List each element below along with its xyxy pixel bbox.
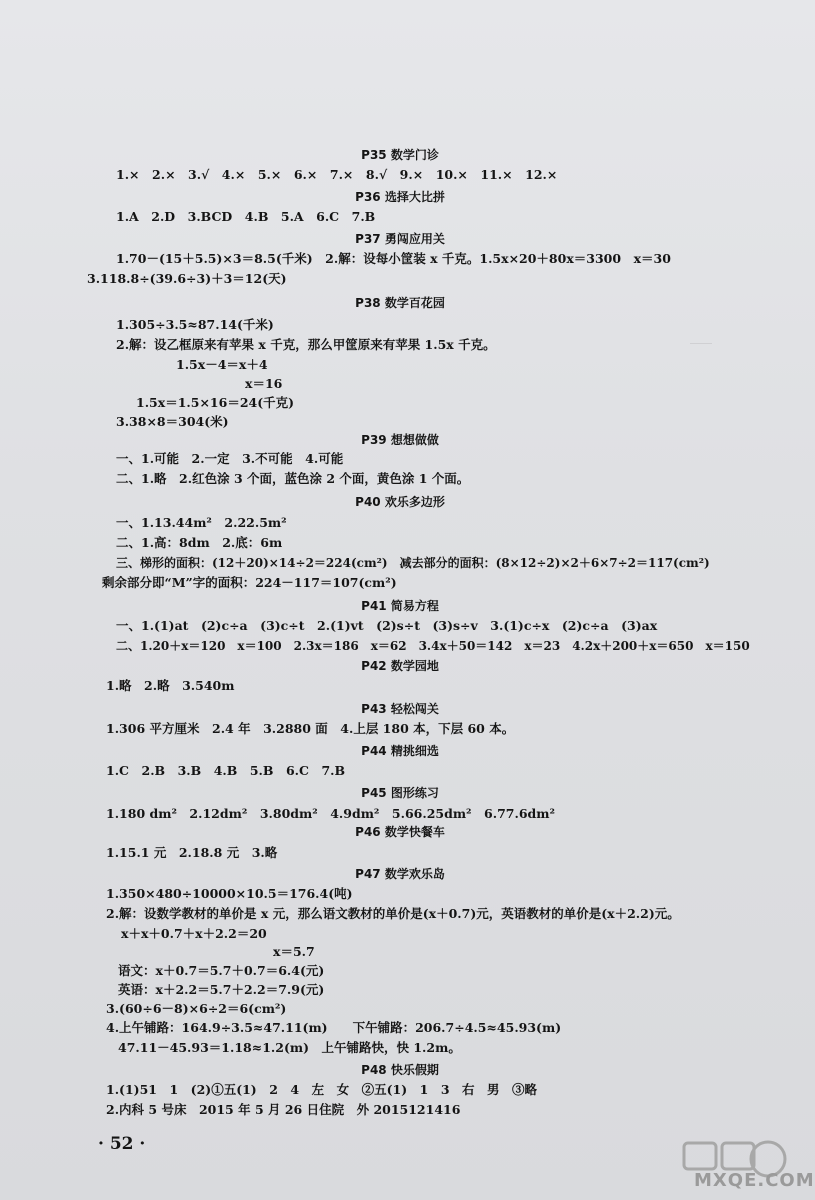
answer-line: 1.305÷3.5≈87.14(千米): [116, 317, 274, 332]
bleed-through-text: ＿＿: [690, 332, 712, 345]
answer-line: 1.C 2.B 3.B 4.B 5.B 6.C 7.B: [106, 763, 346, 778]
answer-line: 2.内科 5 号床 2015 年 5 月 26 日住院 外 2015121416: [106, 1102, 461, 1117]
answer-line: 1.A 2.D 3.BCD 4.B 5.A 6.C 7.B: [116, 209, 376, 224]
section-heading-p39: P39 想想做做: [361, 433, 439, 447]
answer-line: 1.略 2.略 3.540m: [106, 678, 235, 693]
answer-line: 3.(60÷6－8)×6÷2＝6(cm²): [106, 1001, 287, 1016]
section-heading-p35: P35 数学门诊: [361, 148, 439, 162]
answer-line: 3.38×8＝304(米): [116, 414, 229, 429]
answer-line: x＋x＋0.7＋x＋2.2＝20: [121, 926, 267, 941]
answer-line: 剩余部分即“M”字的面积：224－117＝107(cm²): [102, 575, 397, 590]
answer-line: 3.118.8÷(39.6÷3)＋3＝12(天): [87, 271, 287, 286]
answer-line: x＝16: [245, 376, 283, 391]
page-number: · 52 ·: [98, 1134, 146, 1154]
answer-line: 1.(1)51 1 (2)①五(1) 2 4 左 女 ②五(1) 1 3 右 男 ③略: [106, 1082, 538, 1097]
answer-line: 一、1.(1)at (2)c÷a (3)c÷t 2.(1)vt (2)s÷t (3)s÷v 3.(1)c÷x (2)c÷a (3)ax: [116, 618, 658, 633]
answer-line: 三、梯形的面积：(12＋20)×14÷2＝224(cm²) 减去部分的面积：(8×12÷2)×2＋6×7÷2＝117(cm²): [116, 556, 710, 570]
section-heading-p42: P42 数学园地: [361, 659, 439, 673]
section-heading-p47: P47 数学欢乐岛: [355, 867, 445, 881]
answer-line: 英语：x＋2.2＝5.7＋2.2＝7.9(元): [118, 982, 325, 997]
answer-line: 2.解：设数学教材的单价是 x 元，那么语文教材的单价是(x＋0.7)元，英语教材的单价是(x＋2.2)元。: [106, 906, 680, 921]
answer-line: 语文：x＋0.7＝5.7＋0.7＝6.4(元): [118, 963, 325, 978]
answer-line: 4.上午铺路：164.9÷3.5≈47.11(m) 下午铺路：206.7÷4.5≈45.93(m): [106, 1020, 562, 1035]
answer-line: 1.70－(15＋5.5)×3＝8.5(千米) 2.解：设每小筐装 x 千克。1.5x×20＋80x＝3300 x＝30: [116, 251, 671, 266]
section-heading-p41: P41 简易方程: [361, 599, 439, 613]
section-heading-p37: P37 勇闯应用关: [355, 232, 445, 246]
section-heading-p40: P40 欢乐多边形: [355, 495, 445, 509]
answer-line: 一、1.13.44m² 2.22.5m²: [116, 515, 287, 530]
answer-line: 1.5x＝1.5×16＝24(千克): [136, 395, 295, 410]
answer-line: 1.× 2.× 3.√ 4.× 5.× 6.× 7.× 8.√ 9.× 10.× 11.× 12.×: [116, 167, 558, 182]
answer-line: x＝5.7: [273, 944, 315, 959]
answer-line: 一、1.可能 2.一定 3.不可能 4.可能: [116, 451, 344, 466]
answer-line: 1.180 dm² 2.12dm² 3.80dm² 4.9dm² 5.66.25dm² 6.77.6dm²: [106, 806, 555, 821]
answer-line: 二、1.略 2.红色涂 3 个面，蓝色涂 2 个面，黄色涂 1 个面。: [116, 471, 470, 486]
section-heading-p45: P45 图形练习: [361, 786, 439, 800]
answer-line: 二、1.高：8dm 2.底：6m: [116, 535, 283, 550]
answer-line: 1.306 平方厘米 2.4 年 3.2880 面 4.上层 180 本，下层 60 本。: [106, 721, 515, 736]
section-heading-p44: P44 精挑细选: [361, 744, 439, 758]
answer-line: 1.350×480÷10000×10.5＝176.4(吨): [106, 886, 353, 901]
section-heading-p46: P46 数学快餐车: [355, 825, 445, 839]
section-heading-p48: P48 快乐假期: [361, 1063, 439, 1077]
watermark-domain: MXQE.COM: [694, 1170, 815, 1191]
answer-line: 47.11－45.93＝1.18≈1.2(m) 上午铺路快，快 1.2m。: [118, 1040, 461, 1055]
answer-line: 二、1.20＋x＝120 x＝100 2.3x＝186 x＝62 3.4x＋50＝142 x＝23 4.2x＋200＋x＝650 x＝150: [116, 639, 750, 653]
section-heading-p38: P38 数学百花园: [355, 296, 445, 310]
section-heading-p36: P36 选择大比拼: [355, 190, 445, 204]
section-heading-p43: P43 轻松闯关: [361, 702, 439, 716]
answer-line: 1.5x－4＝x＋4: [176, 357, 268, 372]
answer-line: 2.解：设乙框原来有苹果 x 千克，那么甲筐原来有苹果 1.5x 千克。: [116, 337, 496, 352]
answer-line: 1.15.1 元 2.18.8 元 3.略: [106, 845, 278, 860]
